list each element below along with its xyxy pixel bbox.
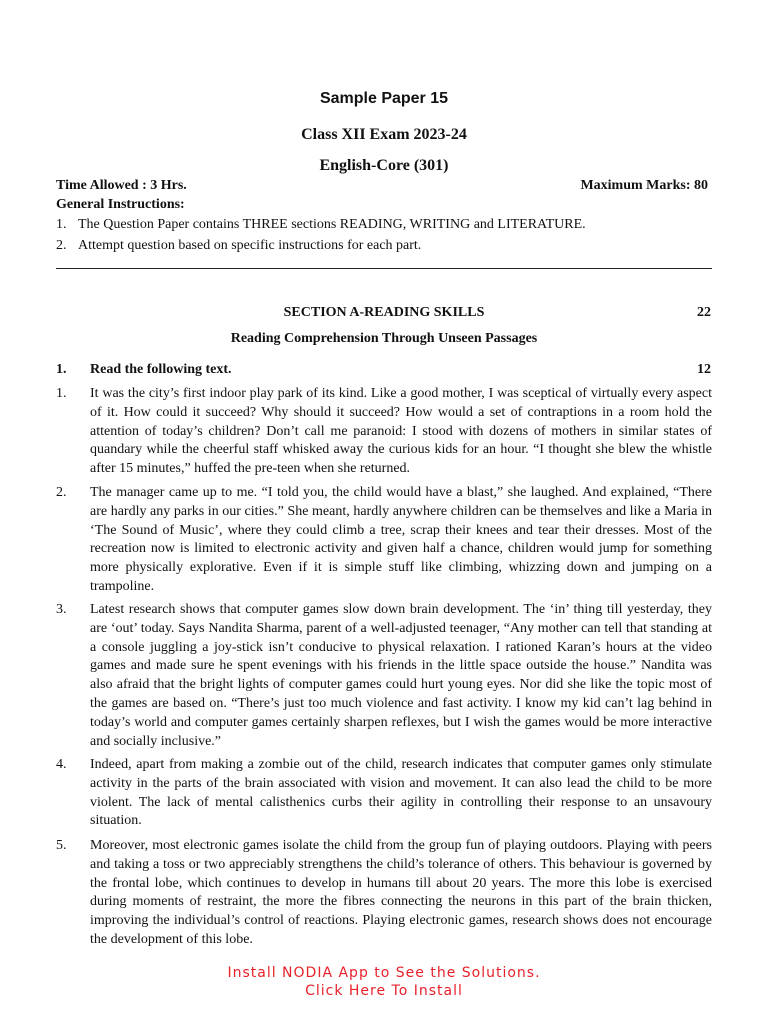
question-text: Read the following text. <box>90 362 232 377</box>
subject-title: English-Core (301) <box>319 157 449 174</box>
section-title: SECTION A-READING SKILLS <box>283 305 485 320</box>
paragraph-number: 3. <box>56 602 67 617</box>
instruction-text: The Question Paper contains THREE sections READING, WRITING and LITERATURE. <box>78 217 586 232</box>
promo-line-install-link[interactable]: Click Here To Install <box>305 983 463 999</box>
instruction-number: 2. <box>56 238 67 253</box>
divider-line <box>56 268 712 269</box>
question-number: 1. <box>56 362 67 377</box>
instruction-text: Attempt question based on specific instructions for each part. <box>78 238 422 253</box>
paper-title: Sample Paper 15 <box>319 90 449 107</box>
question-marks: 12 <box>697 362 711 377</box>
class-title: Class XII Exam 2023-24 <box>301 126 467 143</box>
paragraph-text: Latest research shows that computer games slow down brain development. The ‘in’ thing till yesterday, they are ‘out’ today. Says Nandita Sharma, parent of a well-adjusted teenager, “Any mother can tell that standing at a console juggling a joy-stick isn’t conducive to physical relaxation. I rationed Karan’s hours at the video games and made sure he spent evenings with his friends in the little space outside the house.” Nandita was also afraid that the bright lights of computer games could hurt young eyes. Nor did she like the topic most of the games are based on. “There’s just too much violence and fast activity. I know my kid can’t lag behind in today’s world and computer games certainly sharpen reflexes, but I wish the games would be more interactive and socially inclusive.” <box>90 602 712 749</box>
paragraph-number: 1. <box>56 386 67 401</box>
maximum-marks: Maximum Marks: 80 <box>580 178 708 193</box>
install-app-promo[interactable] <box>0 964 768 1000</box>
paragraph-number: 2. <box>56 485 67 500</box>
passage-paragraph <box>56 837 712 950</box>
instruction-number: 1. <box>56 217 67 232</box>
section-subtitle: Reading Comprehension Through Unseen Passages <box>230 331 538 346</box>
paragraph-number: 4. <box>56 757 67 772</box>
paragraph-text: It was the city’s first indoor play park of its kind. Like a good mother, I was sceptical of virtually every aspect of it. How could it succeed? Why should it succeed? How would a set of contraptions in a room hold the attention of today’s children? Don’t call me paranoid: I stood with dozens of mothers in similar states of quandary while the cheerful staff whisked away the curious kids for an hour. “I thought she blew the whistle after 15 minutes,” huffed the pre-teen when she returned. <box>90 386 712 477</box>
paragraph-text: Moreover, most electronic games isolate the child from the group fun of playing outdoors. Playing with peers and taking a toss or two appreciably strengthens the child’s tolerance of others. This behaviour is governed by the frontal lobe, which continues to develop in humans till about 20 years. The more this lobe is exercised during moments of restraint, the more the fibres connecting the neurons in this part of the brain thicken, improving the individual’s control of reactions. Playing electronic games, research shows does not encourage the development of this lobe. <box>90 838 712 947</box>
paragraph-text: Indeed, apart from making a zombie out of the child, research indicates that computer games only stimulate activity in the parts of the brain associated with vision and movement. It can also lead the child to be more violent. The lack of mental calisthenics curbs their agility in controlling their response to an unsavoury situation. <box>90 757 712 829</box>
passage-paragraph <box>56 756 712 831</box>
time-allowed: Time Allowed : 3 Hrs. <box>56 178 187 193</box>
section-marks: 22 <box>697 305 711 320</box>
promo-line-solutions[interactable]: Install NODIA App to See the Solutions. <box>227 965 541 981</box>
passage-paragraph <box>56 484 712 597</box>
passage-paragraph <box>56 601 712 751</box>
passage-paragraph <box>56 385 712 479</box>
exam-meta-row <box>56 178 708 194</box>
paragraph-number: 5. <box>56 838 67 853</box>
paragraph-text: The manager came up to me. “I told you, the child would have a blast,” she laughed. And explained, “There are hardly any parks in our cities.” She meant, hardly anywhere children can be themselves and like a Maria in ‘The Sound of Music’, where they could climb a tree, scrap their knees and tear their dresses. Most of the recreation now is limited to electronic activity and given half a chance, children would jump for something more physically explorative. Even if it is simple stuff like climbing, whizzing down and jumping on a trampoline. <box>90 485 712 594</box>
general-instructions-heading: General Instructions: <box>56 197 185 212</box>
